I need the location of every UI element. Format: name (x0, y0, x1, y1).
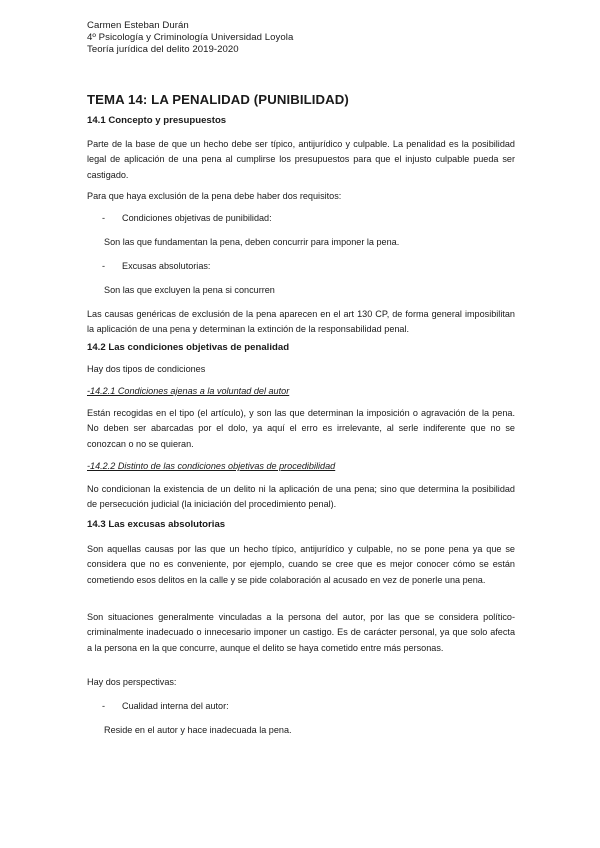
list-item-conditions-text: Son las que fundamentan la pena, deben concurrir para imponer la pena. (104, 237, 400, 247)
section-3-heading: 14.3 Las excusas absolutorias (87, 519, 226, 530)
list-dash: - (102, 213, 106, 223)
section-2-heading: 14.2 Las condiciones objetivas de penalidad (87, 342, 290, 353)
list-item-excuses: Excusas absolutorias: (122, 261, 211, 271)
page-title: TEMA 14: LA PENALIDAD (PUNIBILIDAD) (87, 92, 349, 107)
section-2-paragraph-2: Están recogidas en el tipo (el artículo), y son las que determinan la imposición o agravación de la pena. No deben ser abarcadas por el dolo, ya aquí el erro es irrelevante, al serle indiferente que no se conozcan o no se quieran. (87, 408, 515, 449)
subsection-2-2-heading: -14.2.2 Distinto de las condiciones objetivas de procedibilidad (87, 461, 336, 471)
list-item-internal-quality-text: Reside en el autor y hace inadecuada la pena. (104, 725, 292, 735)
section-2-paragraph-1: Hay dos tipos de condiciones (87, 364, 206, 374)
section-2-paragraph-3: No condicionan la existencia de un delito ni la aplicación de una pena; sino que determina la posibilidad de persecución judicial (la iniciación del procedimiento penal). (87, 484, 515, 510)
section-3-paragraph-1: Son aquellas causas por las que un hecho típico, antijurídico y culpable, no se pone pena ya que se considera que no es conveniente, por ejemplo, cuando se cree que es mejor conocer cómo se están cometiendo esos delitos en la calle y se pide colaboración al acusado en vez de ponerle una pena. (87, 544, 515, 585)
document-header (87, 20, 515, 57)
list-item-internal-quality: Cualidad interna del autor: (122, 701, 229, 711)
subject-name: Teoría jurídica del delito 2019-2020 (87, 44, 239, 56)
course-name: 4º Psicología y Criminología Universidad Loyola (87, 32, 294, 44)
list-item-excuses-text: Son las que excluyen la pena si concurren (104, 285, 275, 295)
list-dash: - (102, 701, 106, 711)
subsection-2-1-heading: -14.2.1 Condiciones ajenas a la voluntad del autor (87, 386, 290, 396)
author-name: Carmen Esteban Durán (87, 20, 189, 31)
section-1-paragraph-2: Para que haya exclusión de la pena debe haber dos requisitos: (87, 191, 342, 201)
section-3-paragraph-3: Hay dos perspectivas: (87, 677, 177, 687)
section-1-paragraph-1: Parte de la base de que un hecho debe ser típico, antijurídico y culpable. La penalidad es la posibilidad legal de aplicación de una pena al cumplirse los presupuestos para que el injusto culpable pueda ser castigado. (87, 139, 515, 180)
list-item-conditions: Condiciones objetivas de punibilidad: (122, 213, 272, 223)
section-1-heading: 14.1 Concepto y presupuestos (87, 115, 227, 126)
section-1-paragraph-3: Las causas genéricas de exclusión de la pena aparecen en el art 130 CP, de forma general imposibilitan la aplicación de una pena y determinan la extinción de la responsabilidad penal. (87, 309, 515, 335)
list-dash: - (102, 261, 106, 271)
section-3-paragraph-2: Son situaciones generalmente vinculadas a la persona del autor, por las que se considera político-criminalmente inadecuado o innecesario imponer un castigo. Es de carácter personal, ya que solo afecta a la persona en la que concurre, aunque el delito se haya cometido entre más personas. (87, 612, 515, 653)
